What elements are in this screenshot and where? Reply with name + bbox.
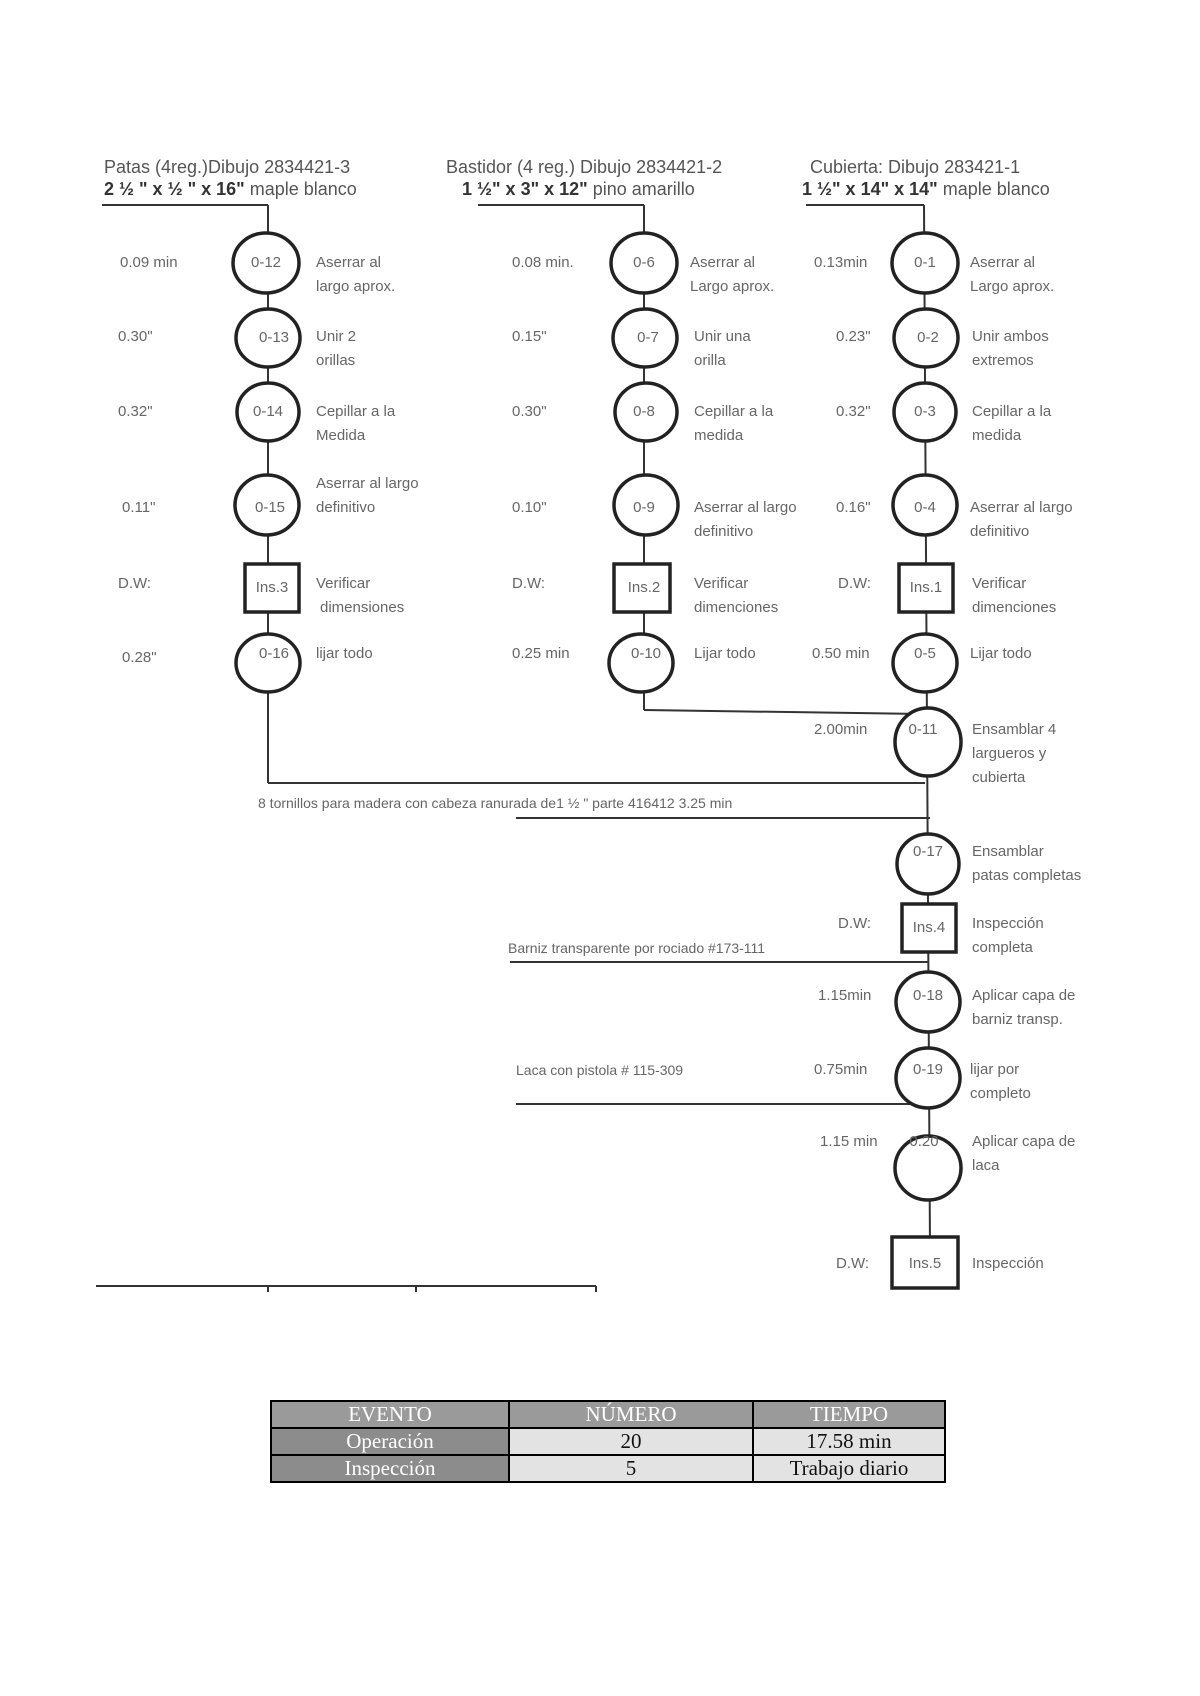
step-id: 0-10 [630,645,662,662]
cubierta-header [802,156,1050,200]
step-desc: Aserrar al largo aprox. [316,254,396,295]
step-time: 0.32" [836,403,871,420]
step-desc: Cepillar a la medida [694,403,774,444]
step-id: 0-17 [912,843,944,860]
step-id: 0-6 [633,254,655,271]
step-desc: Aserrar al largo definitivo [316,475,419,516]
summary-numero: 20 [509,1428,753,1455]
summary-tiempo: Trabajo diario [753,1455,945,1482]
bastidor-material: pino amarillo [592,179,695,199]
step-desc: Verificar dimenciones [972,575,1057,616]
step-desc: Inspección completa [972,915,1044,956]
step-id: 0-5 [914,645,936,662]
step-desc: Aserrar al Largo aprox. [970,254,1055,295]
step-time: 0.16" [836,499,871,516]
step-desc: Unir ambos extremos [972,328,1049,369]
step-id: 0-16 [258,645,290,662]
step-desc: lijar todo [316,645,373,662]
step-desc: Cepillar a la Medida [316,403,396,444]
step-desc: Inspección [972,1255,1044,1272]
step-desc: lijar por completo [970,1061,1031,1102]
step-time: D.W: [836,1255,870,1272]
cubierta-title: Cubierta: Dibujo 283421-1 [810,157,1021,177]
step-time: D.W: [838,915,872,932]
step-id: Ins.1 [909,579,943,596]
summary-evento: Inspección [271,1455,509,1482]
patas-title: Patas (4reg.)Dibujo 2834421-3 [104,157,351,177]
bastidor-title: Bastidor (4 reg.) Dibujo 2834421-2 [446,157,723,177]
summary-table [270,1400,946,1483]
step-desc: Verificar dimensiones [316,575,405,616]
step-time: 0.23" [836,328,871,345]
summary-header-numero: NÚMERO [509,1401,753,1428]
tornillos-input-label: 8 tornillos para madera con cabeza ranurada de1 ½ " parte 416412 3.25 min [258,795,733,811]
step-time: 0.15" [512,328,547,345]
step-desc: Aplicar capa de laca [972,1133,1076,1174]
step-desc: Lijar todo [694,645,756,662]
patas-header [104,156,357,200]
step-id: 0-19 [912,1061,944,1078]
table-row [271,1455,945,1482]
step-id: 0-1 [914,254,936,271]
step-time: D.W: [118,575,152,592]
step-desc: Cepillar a la medida [972,403,1052,444]
step-id: 0-14 [252,403,284,420]
cubierta-material: maple blanco [942,179,1050,199]
step-time: 1.15min [818,987,872,1004]
step-id: 0-3 [914,403,936,420]
summary-evento: Operación [271,1428,509,1455]
step-desc: Ensamblar 4 largueros y cubierta [972,721,1057,786]
step-id: 0-4 [914,499,936,516]
step-time: D.W: [838,575,872,592]
step-time: 0.09 min [120,254,178,271]
step-time: 0.11" [122,499,156,516]
step-desc: Unir una orilla [694,328,751,369]
summary-numero: 5 [509,1455,753,1482]
patas-material: maple blanco [249,179,357,199]
step-id: Ins.2 [627,579,661,596]
step-desc: Ensamblar patas completas [972,843,1082,884]
patas-spec: 2 ½ " x ½ " x 16" [104,179,245,199]
step-id: Ins.5 [908,1255,942,1272]
step-id: Ins.4 [912,919,946,936]
step-time: 2.00min [814,721,868,738]
step-time: 1.15 min [820,1133,878,1150]
step-desc: Aserrar al largo definitivo [694,499,797,540]
step-id: 0-8 [633,403,655,420]
step-time: 0.30" [512,403,547,420]
step-id: 0-13 [258,329,290,346]
summary-header-tiempo: TIEMPO [753,1401,945,1428]
step-time: 0.25 min [512,645,570,662]
summary-tiempo: 17.58 min [753,1428,945,1455]
table-row [271,1428,945,1455]
step-time: D.W: [512,575,546,592]
bastidor-join-line [644,710,925,714]
step-id: 0-18 [912,987,944,1004]
step-desc: Verificar dimenciones [694,575,779,616]
step-desc: Aserrar al Largo aprox. [690,254,775,295]
step-time: 0.08 min. [512,254,574,271]
step-desc: Aplicar capa de barniz transp. [972,987,1076,1028]
bastidor-header [446,156,722,200]
cubierta-spec: 1 ½" x 14" x 14" [802,179,938,199]
step-time: 0.50 min [812,645,870,662]
step-time: 0.32" [118,403,153,420]
step-id: 0-9 [633,499,655,516]
step-id: 0-2 [917,329,939,346]
step-desc: Unir 2 orillas [316,328,357,369]
step-time: 0.10" [512,499,547,516]
bastidor-spec: 1 ½" x 3" x 12" [462,179,588,199]
step-id: 0-11 [908,721,938,738]
step-id: Ins.3 [255,579,289,596]
summary-header-evento: EVENTO [271,1401,509,1428]
step-id: 0-12 [250,254,282,271]
step-desc: Lijar todo [970,645,1032,662]
step-id: 0-7 [637,329,659,346]
step-time: 0.75min [814,1061,868,1078]
barniz-input-label: Barniz transparente por rociado #173-111 [508,940,766,956]
step-time: 0.13min [814,254,868,271]
step-time: 0.30" [118,328,153,345]
step-time: 0.28" [122,649,157,666]
step-desc: Aserrar al largo definitivo [970,499,1073,540]
step-id: 0.20 [909,1133,939,1150]
laca-input-label: Laca con pistola # 115-309 [516,1062,684,1078]
summary-header-row [271,1401,945,1428]
step-id: 0-15 [254,499,286,516]
